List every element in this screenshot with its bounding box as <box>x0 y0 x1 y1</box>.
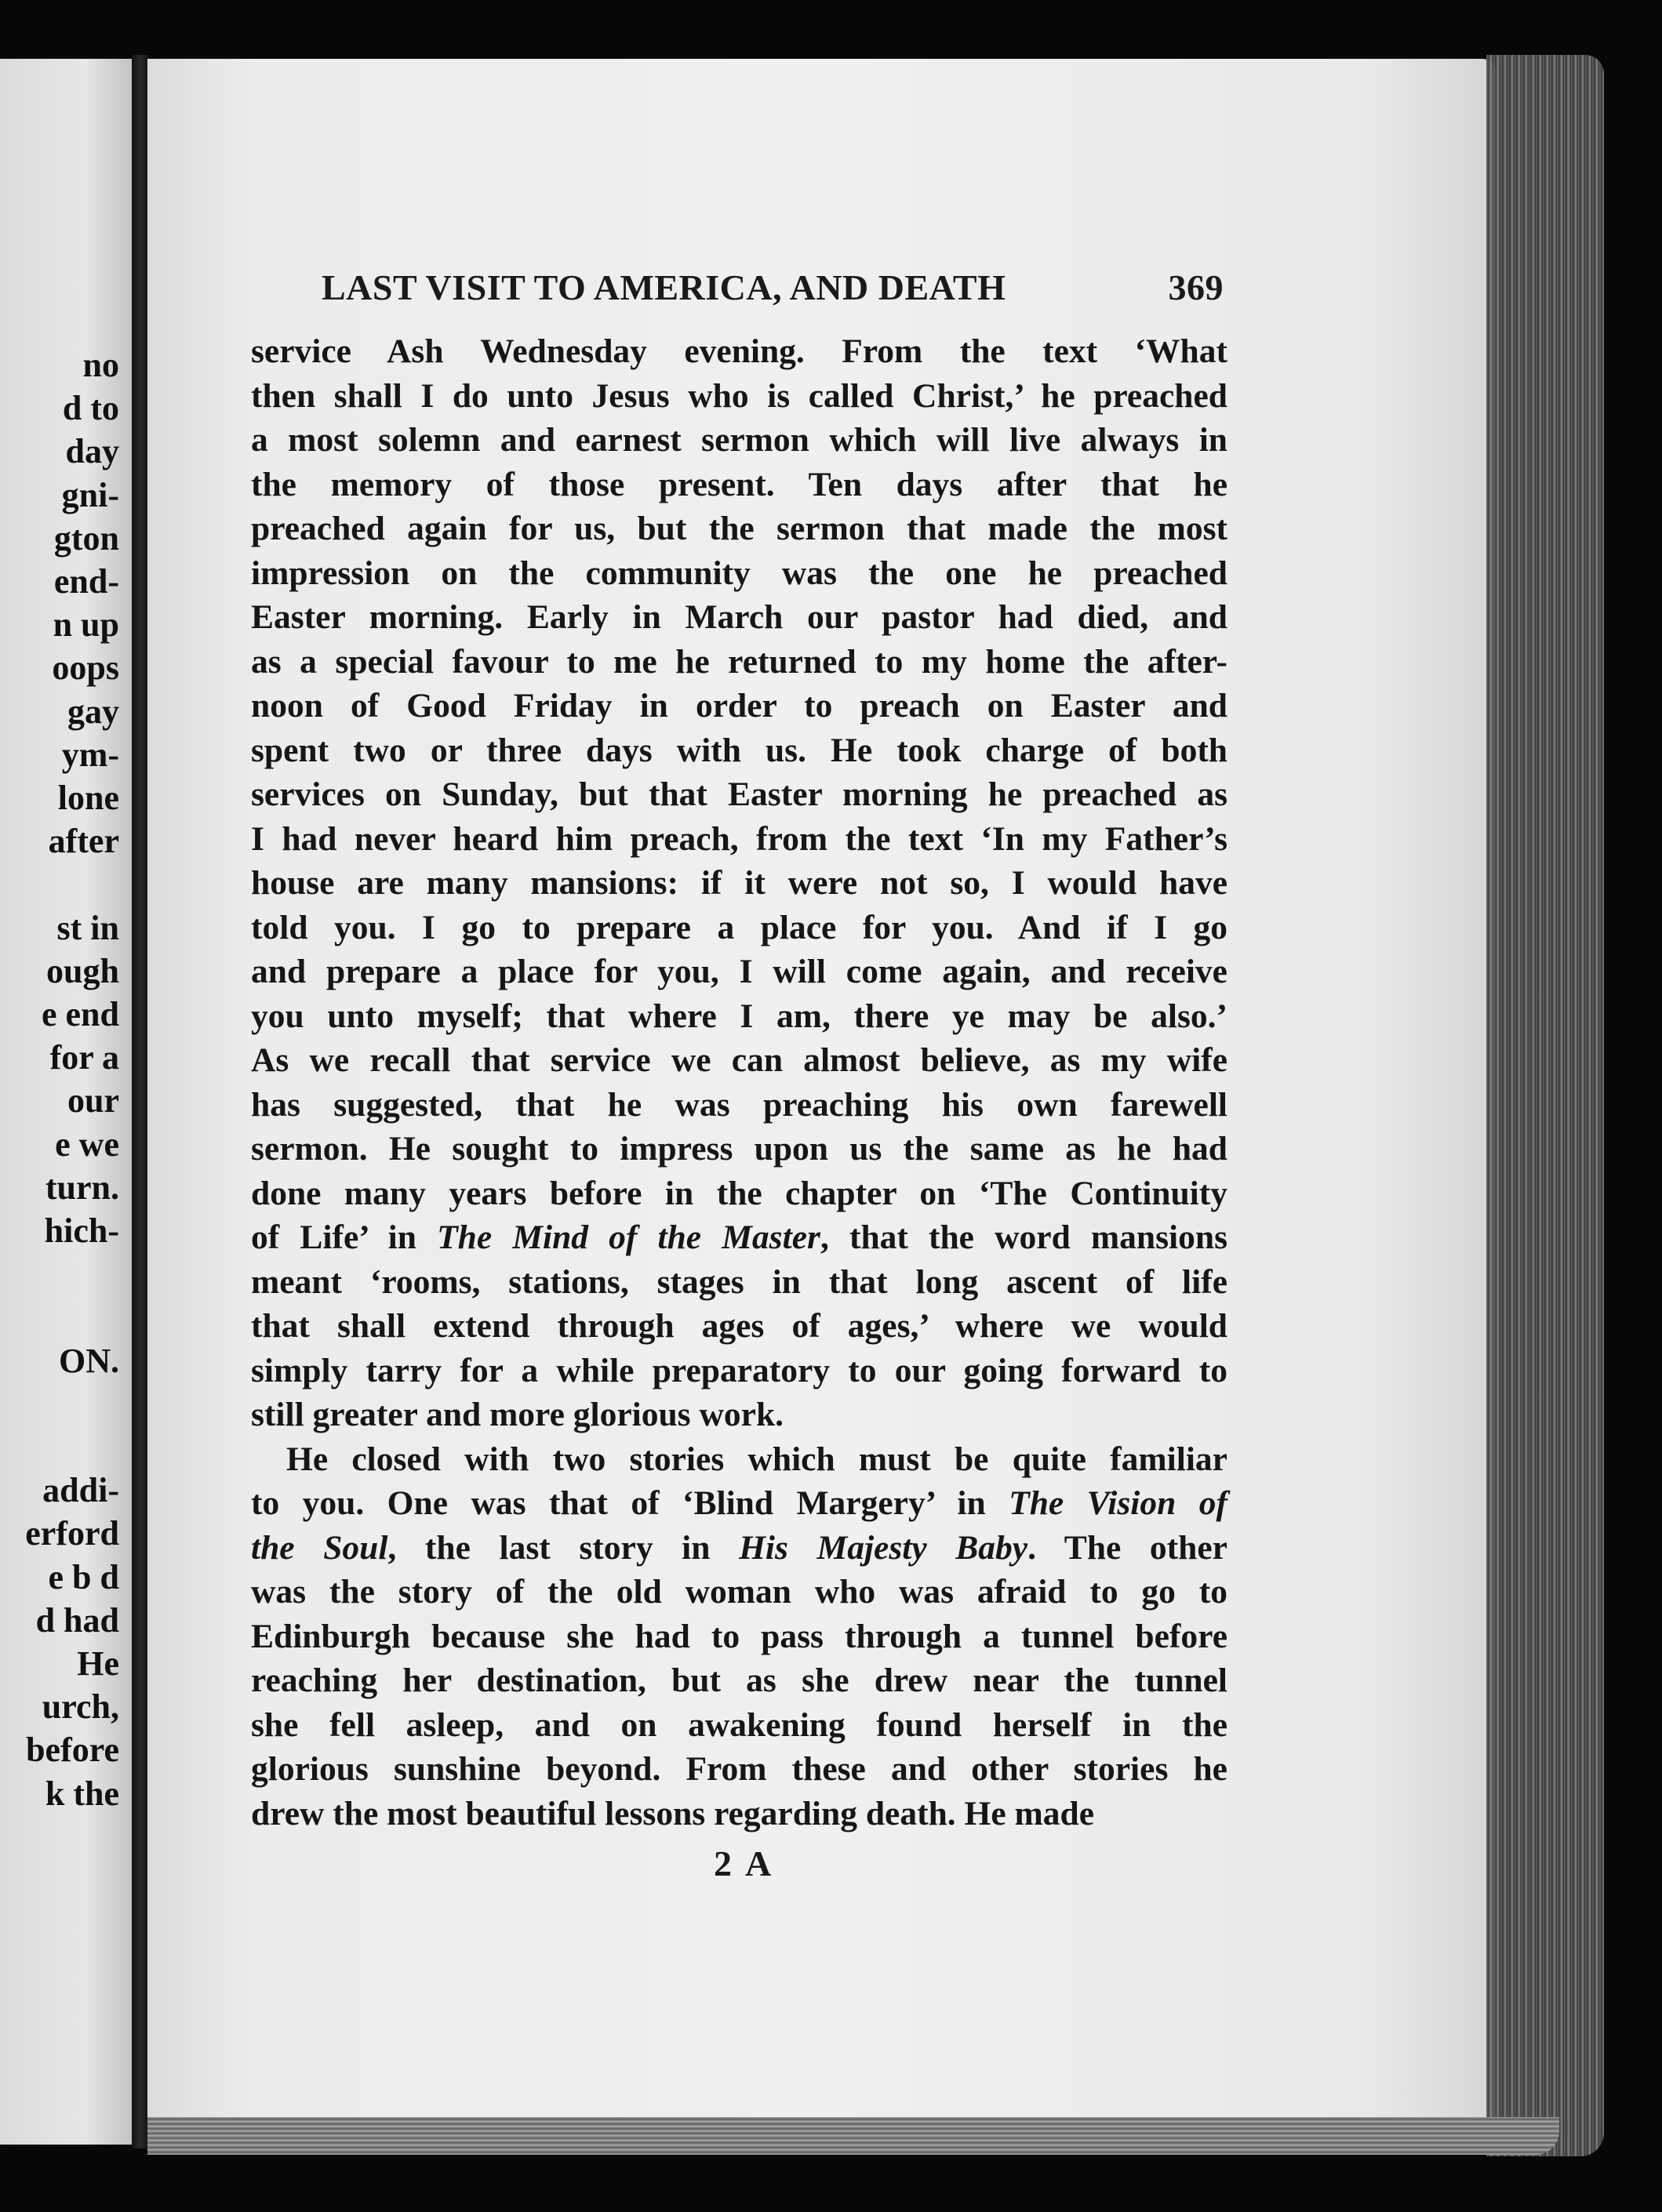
left-page-fragment: turn. <box>45 1168 119 1207</box>
left-page-fragment: ough <box>46 951 119 990</box>
text-line: and prepare a place for you, I will come again, and receive <box>251 953 1227 990</box>
text-line: spent two or three days with us. He took charge of both <box>251 731 1227 769</box>
text-line: impression on the community was the one he preached <box>251 554 1227 592</box>
book-gutter <box>132 55 149 2148</box>
text-line: services on Sunday, but that Easter morning he preached as <box>251 775 1227 813</box>
left-page-fragment: erford <box>25 1514 119 1553</box>
text-line: Edinburgh because she had to pass through a tunnel before <box>251 1617 1227 1655</box>
text-line: meant ‘rooms, stations, stages in that long ascent of life <box>251 1262 1227 1301</box>
left-page-fragment: ym- <box>61 735 119 774</box>
text-line: simply tarry for a while preparatory to our going forward to <box>251 1351 1227 1389</box>
left-page-fragment: gay <box>67 692 119 731</box>
left-page-fragment: He <box>77 1644 119 1683</box>
page-bottom-edge <box>147 2117 1559 2155</box>
text-line: of Life’ in The Mind of the Master, that the word mansions <box>251 1219 1227 1256</box>
left-page-fragment: gton <box>53 518 119 558</box>
text-line: then shall I do unto Jesus who is called Christ,’ he preached <box>251 376 1227 415</box>
left-page-fragment: for a <box>49 1038 119 1077</box>
text-line: still greater and more glorious work. <box>251 1396 784 1433</box>
text-line: glorious sunshine beyond. From these and other stories he <box>251 1750 1227 1788</box>
left-page-fragment: e we <box>55 1124 119 1164</box>
left-page-fragment: addi- <box>42 1471 119 1510</box>
text-line: a most solemn and earnest sermon which will live always in <box>251 421 1227 459</box>
left-page-fragment: st in <box>56 908 119 947</box>
left-page-fragment: urch, <box>42 1687 119 1727</box>
left-page-fragment: ON. <box>59 1341 119 1380</box>
text-line: was the story of the old woman who was afraid to go to <box>251 1573 1227 1611</box>
text-line: the Soul, the last story in His Majesty Baby. The other <box>251 1528 1227 1567</box>
text-line: preached again for us, but the sermon that made the most <box>251 510 1227 547</box>
text-line: has suggested, that he was preaching his own farewell <box>251 1085 1227 1124</box>
left-page-fragment: d to <box>62 389 119 428</box>
text-line: reaching her destination, but as she drew near the tunnel <box>251 1662 1227 1699</box>
text-line: done many years before in the chapter on ‘The Continuity <box>251 1174 1227 1212</box>
page-number: 369 <box>1168 267 1224 307</box>
text-line: I had never heard him preach, from the text ‘In my Father’s <box>251 819 1227 858</box>
text-line: you unto myself; that where I am, there ye may be also.’ <box>251 997 1227 1035</box>
page-fore-edge <box>1486 55 1604 2156</box>
left-page-fragment: lone <box>57 779 119 817</box>
left-page-fragment: no <box>82 346 119 384</box>
text-line: drew the most beautiful lessons regarding death. He made <box>251 1794 1095 1832</box>
left-page-fragment: e b d <box>48 1557 119 1596</box>
text-line: as a special favour to me he returned to my home the after- <box>251 642 1227 681</box>
body-text <box>251 329 1227 1836</box>
text-line: As we recall that service we can almost believe, as my wife <box>251 1041 1227 1079</box>
left-facing-page <box>0 59 141 2145</box>
left-page-fragment: k the <box>45 1774 119 1813</box>
left-page-fragment: gni- <box>61 475 119 514</box>
text-line: the memory of those present. Ten days after that he <box>251 465 1227 503</box>
left-page-fragment: end- <box>53 562 119 601</box>
text-line: told you. I go to prepare a place for you. And if I go <box>251 908 1227 946</box>
running-head-title: LAST VISIT TO AMERICA, AND DEATH <box>322 267 1006 307</box>
text-line: she fell asleep, and on awakening found herself in the <box>251 1705 1227 1744</box>
text-line: He closed with two stories which must be quite familiar <box>286 1440 1227 1478</box>
text-line: sermon. He sought to impress upon us the same as he had <box>251 1130 1227 1168</box>
left-page-fragment: oops <box>52 648 119 688</box>
left-page-fragment: our <box>67 1081 119 1121</box>
left-page-fragment: n up <box>53 605 119 645</box>
left-page-fragment: hich- <box>44 1211 119 1250</box>
signature-mark: 2 A <box>714 1843 775 1883</box>
text-line: house are many mansions: if it were not so, I would have <box>251 864 1227 902</box>
text-line: that shall extend through ages of ages,’ where we would <box>251 1307 1227 1345</box>
text-line: noon of Good Friday in order to preach on Easter and <box>251 687 1227 725</box>
text-line: Easter morning. Early in March our pastor had died, and <box>251 598 1227 636</box>
left-page-fragment: day <box>65 432 119 471</box>
text-line: service Ash Wednesday evening. From the text ‘What <box>251 332 1227 370</box>
text-line: to you. One was that of ‘Blind Margery’ in The Vision of <box>251 1484 1227 1522</box>
left-page-fragment: after <box>48 822 119 861</box>
left-page-fragment: d had <box>35 1600 119 1640</box>
left-page-fragment: before <box>26 1731 119 1770</box>
running-head <box>322 267 1224 308</box>
left-page-fragment: e end <box>42 995 119 1033</box>
